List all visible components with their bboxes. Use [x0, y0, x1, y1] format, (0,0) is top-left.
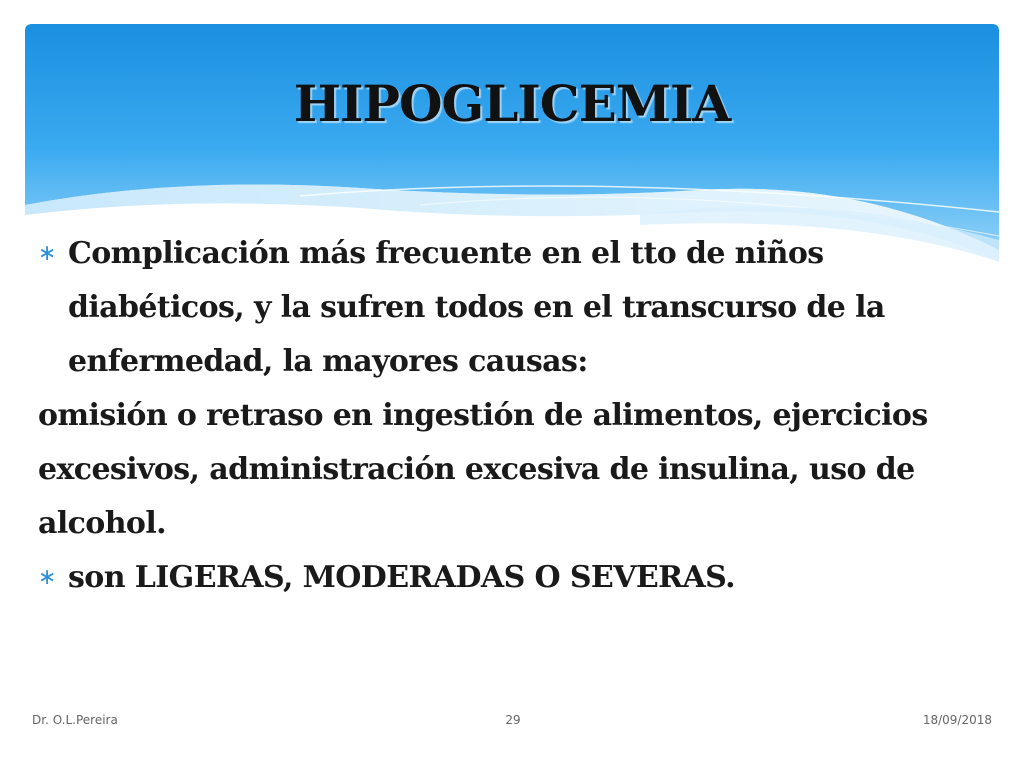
footer-author: Dr. O.L.Pereira — [32, 713, 118, 727]
footer-page-number: 29 — [505, 713, 521, 727]
bullet-text-2: son LIGERAS, MODERADAS O SEVERAS. — [68, 560, 735, 595]
causes-paragraph: omisión o retraso en ingestión de alimentos, ejercicios excesivos, administración excesiva de insulina, uso de alcohol. — [38, 398, 928, 541]
asterisk-bullet-icon: ∗ — [38, 241, 56, 266]
asterisk-bullet-icon: ∗ — [38, 565, 56, 590]
slide-title: HIPOGLICEMIA — [293, 74, 731, 133]
bullet-item-1 — [38, 227, 988, 389]
slide-body — [38, 227, 988, 605]
bullet-item-2 — [38, 551, 988, 605]
footer-date: 18/09/2018 — [922, 713, 992, 727]
bullet-text-1: Complicación más frecuente en el tto de niños diabéticos, y la sufren todos en el transcurso de la enfermedad, la mayores causas: — [68, 236, 885, 379]
